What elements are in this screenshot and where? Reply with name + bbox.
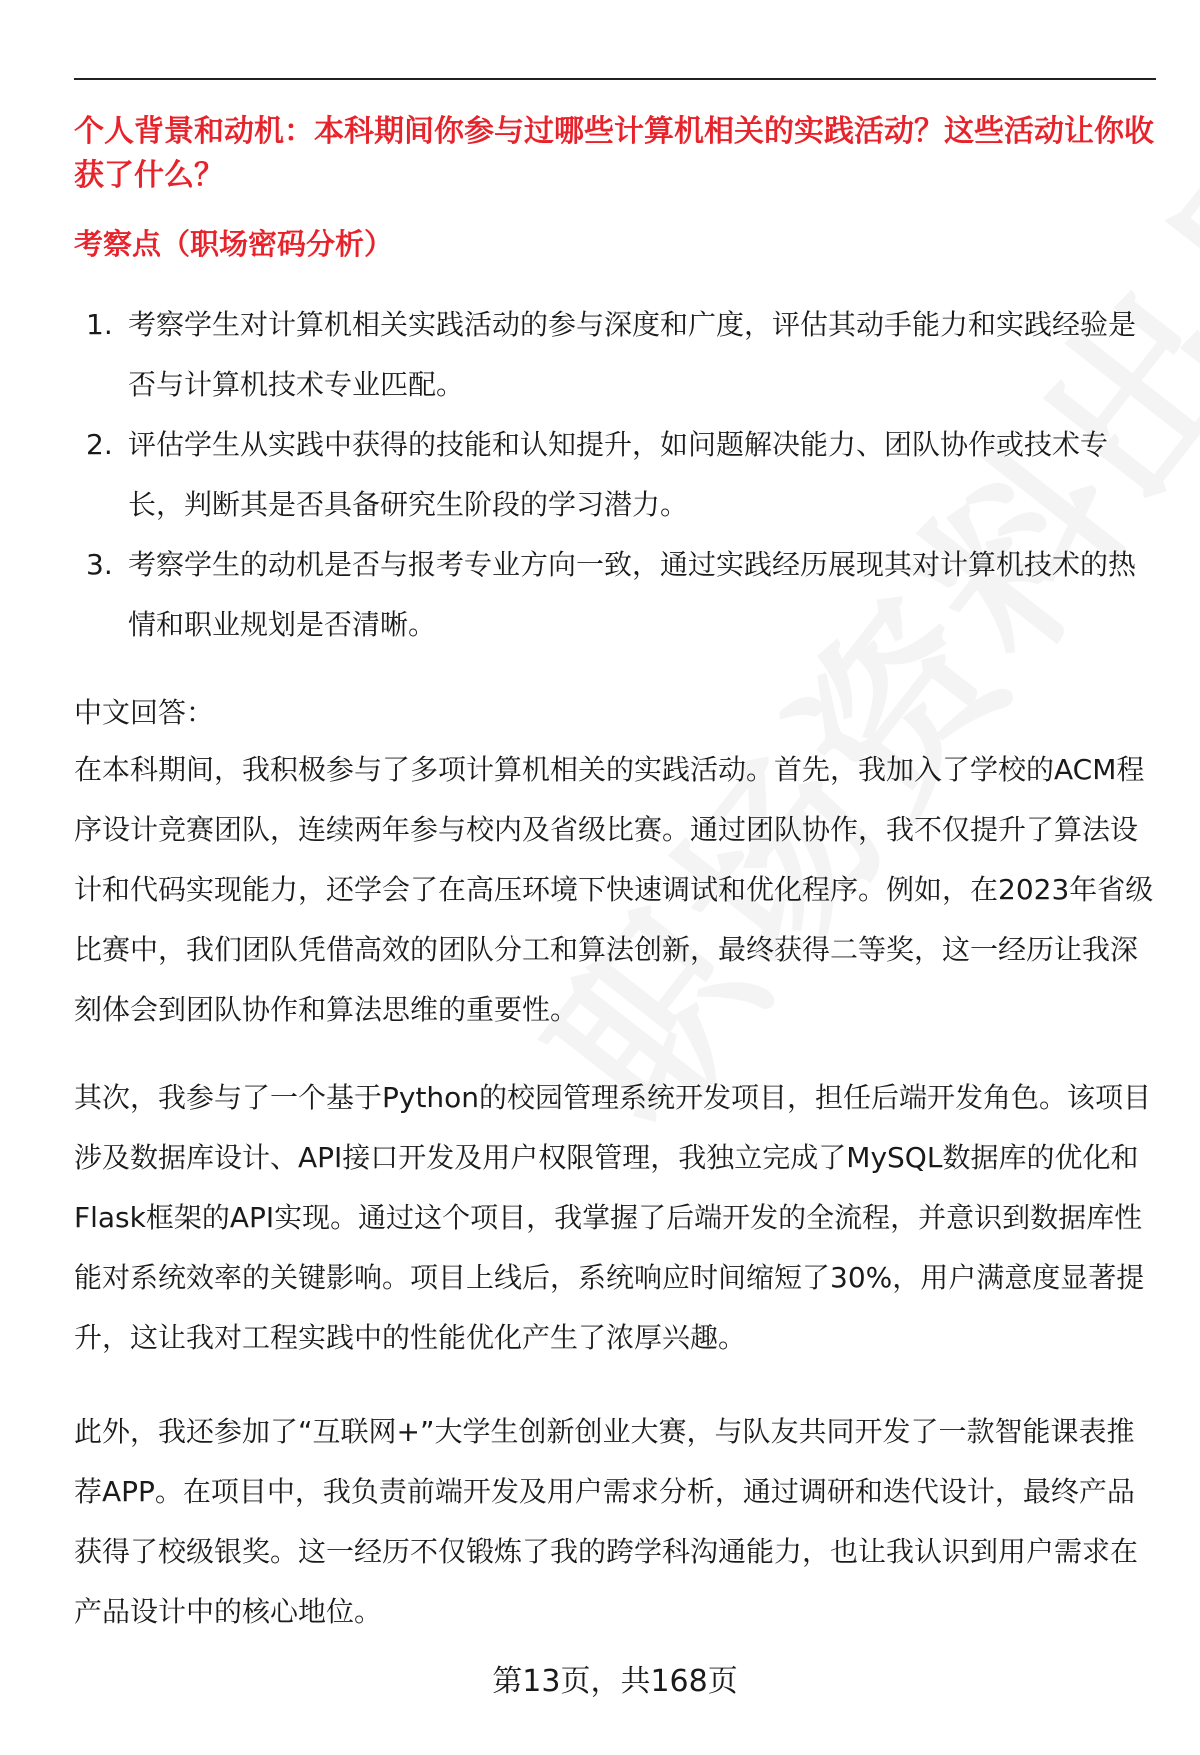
- point-text: 评估学生从实践中获得的技能和认知提升，如问题解决能力、团队协作或技术专长，判断其是否具备研究生阶段的学习潜力。: [128, 428, 1109, 521]
- answer-paragraph: 其次，我参与了一个基于Python的校园管理系统开发项目，担任后端开发角色。该项目涉及数据库设计、API接口开发及用户权限管理，我独立完成了MySQL数据库的优化和Flask框架的API实现。通过这个项目，我掌握了后端开发的全流程，并意识到数据库性能对系统效率的关键影响。项目上线后，系统响应时间缩短了30%，用户满意度显著提升，这让我对工程实践中的性能优化产生了浓厚兴趣。: [74, 1081, 1152, 1354]
- assessment-points-list: [74, 295, 1156, 655]
- answer-paragraph: 在本科期间，我积极参与了多项计算机相关的实践活动。首先，我加入了学校的ACM程序设计竞赛团队，连续两年参与校内及省级比赛。通过团队协作，我不仅提升了算法设计和代码实现能力，还学会了在高压环境下快速调试和优化程序。例如，在2023年省级比赛中，我们团队凭借高效的团队分工和算法创新，最终获得二等奖，这一经历让我深刻体会到团队协作和算法思维的重要性。: [74, 753, 1154, 1026]
- point-text: 考察学生对计算机相关实践活动的参与深度和广度，评估其动手能力和实践经验是否与计算机技术专业匹配。: [128, 308, 1137, 401]
- assessment-point: [74, 535, 1156, 655]
- point-number: 1.: [86, 308, 113, 341]
- assessment-point: [74, 415, 1156, 535]
- point-text: 考察学生的动机是否与报考专业方向一致，通过实践经历展现其对计算机技术的热情和职业规划是否清晰。: [128, 548, 1137, 641]
- point-number: 3.: [86, 548, 113, 581]
- answer-label: 中文回答：: [74, 696, 215, 729]
- assessment-point: [74, 295, 1156, 415]
- page-number: 第13页，共168页: [492, 1664, 738, 1699]
- top-divider: [74, 78, 1156, 80]
- document-page: [74, 0, 1156, 1755]
- interview-question: 个人背景和动机：本科期间你参与过哪些计算机相关的实践活动？这些活动让你收获了什么？: [74, 114, 1154, 193]
- assessment-heading: 考察点（职场密码分析）: [74, 227, 394, 261]
- point-number: 2.: [86, 428, 113, 461]
- answer-paragraph: 此外，我还参加了“互联网+”大学生创新创业大赛，与队友共同开发了一款智能课表推荐APP。在项目中，我负责前端开发及用户需求分析，通过调研和迭代设计，最终产品获得了校级银奖。这一经历不仅锻炼了我的跨学科沟通能力，也让我认识到用户需求在产品设计中的核心地位。: [74, 1415, 1139, 1628]
